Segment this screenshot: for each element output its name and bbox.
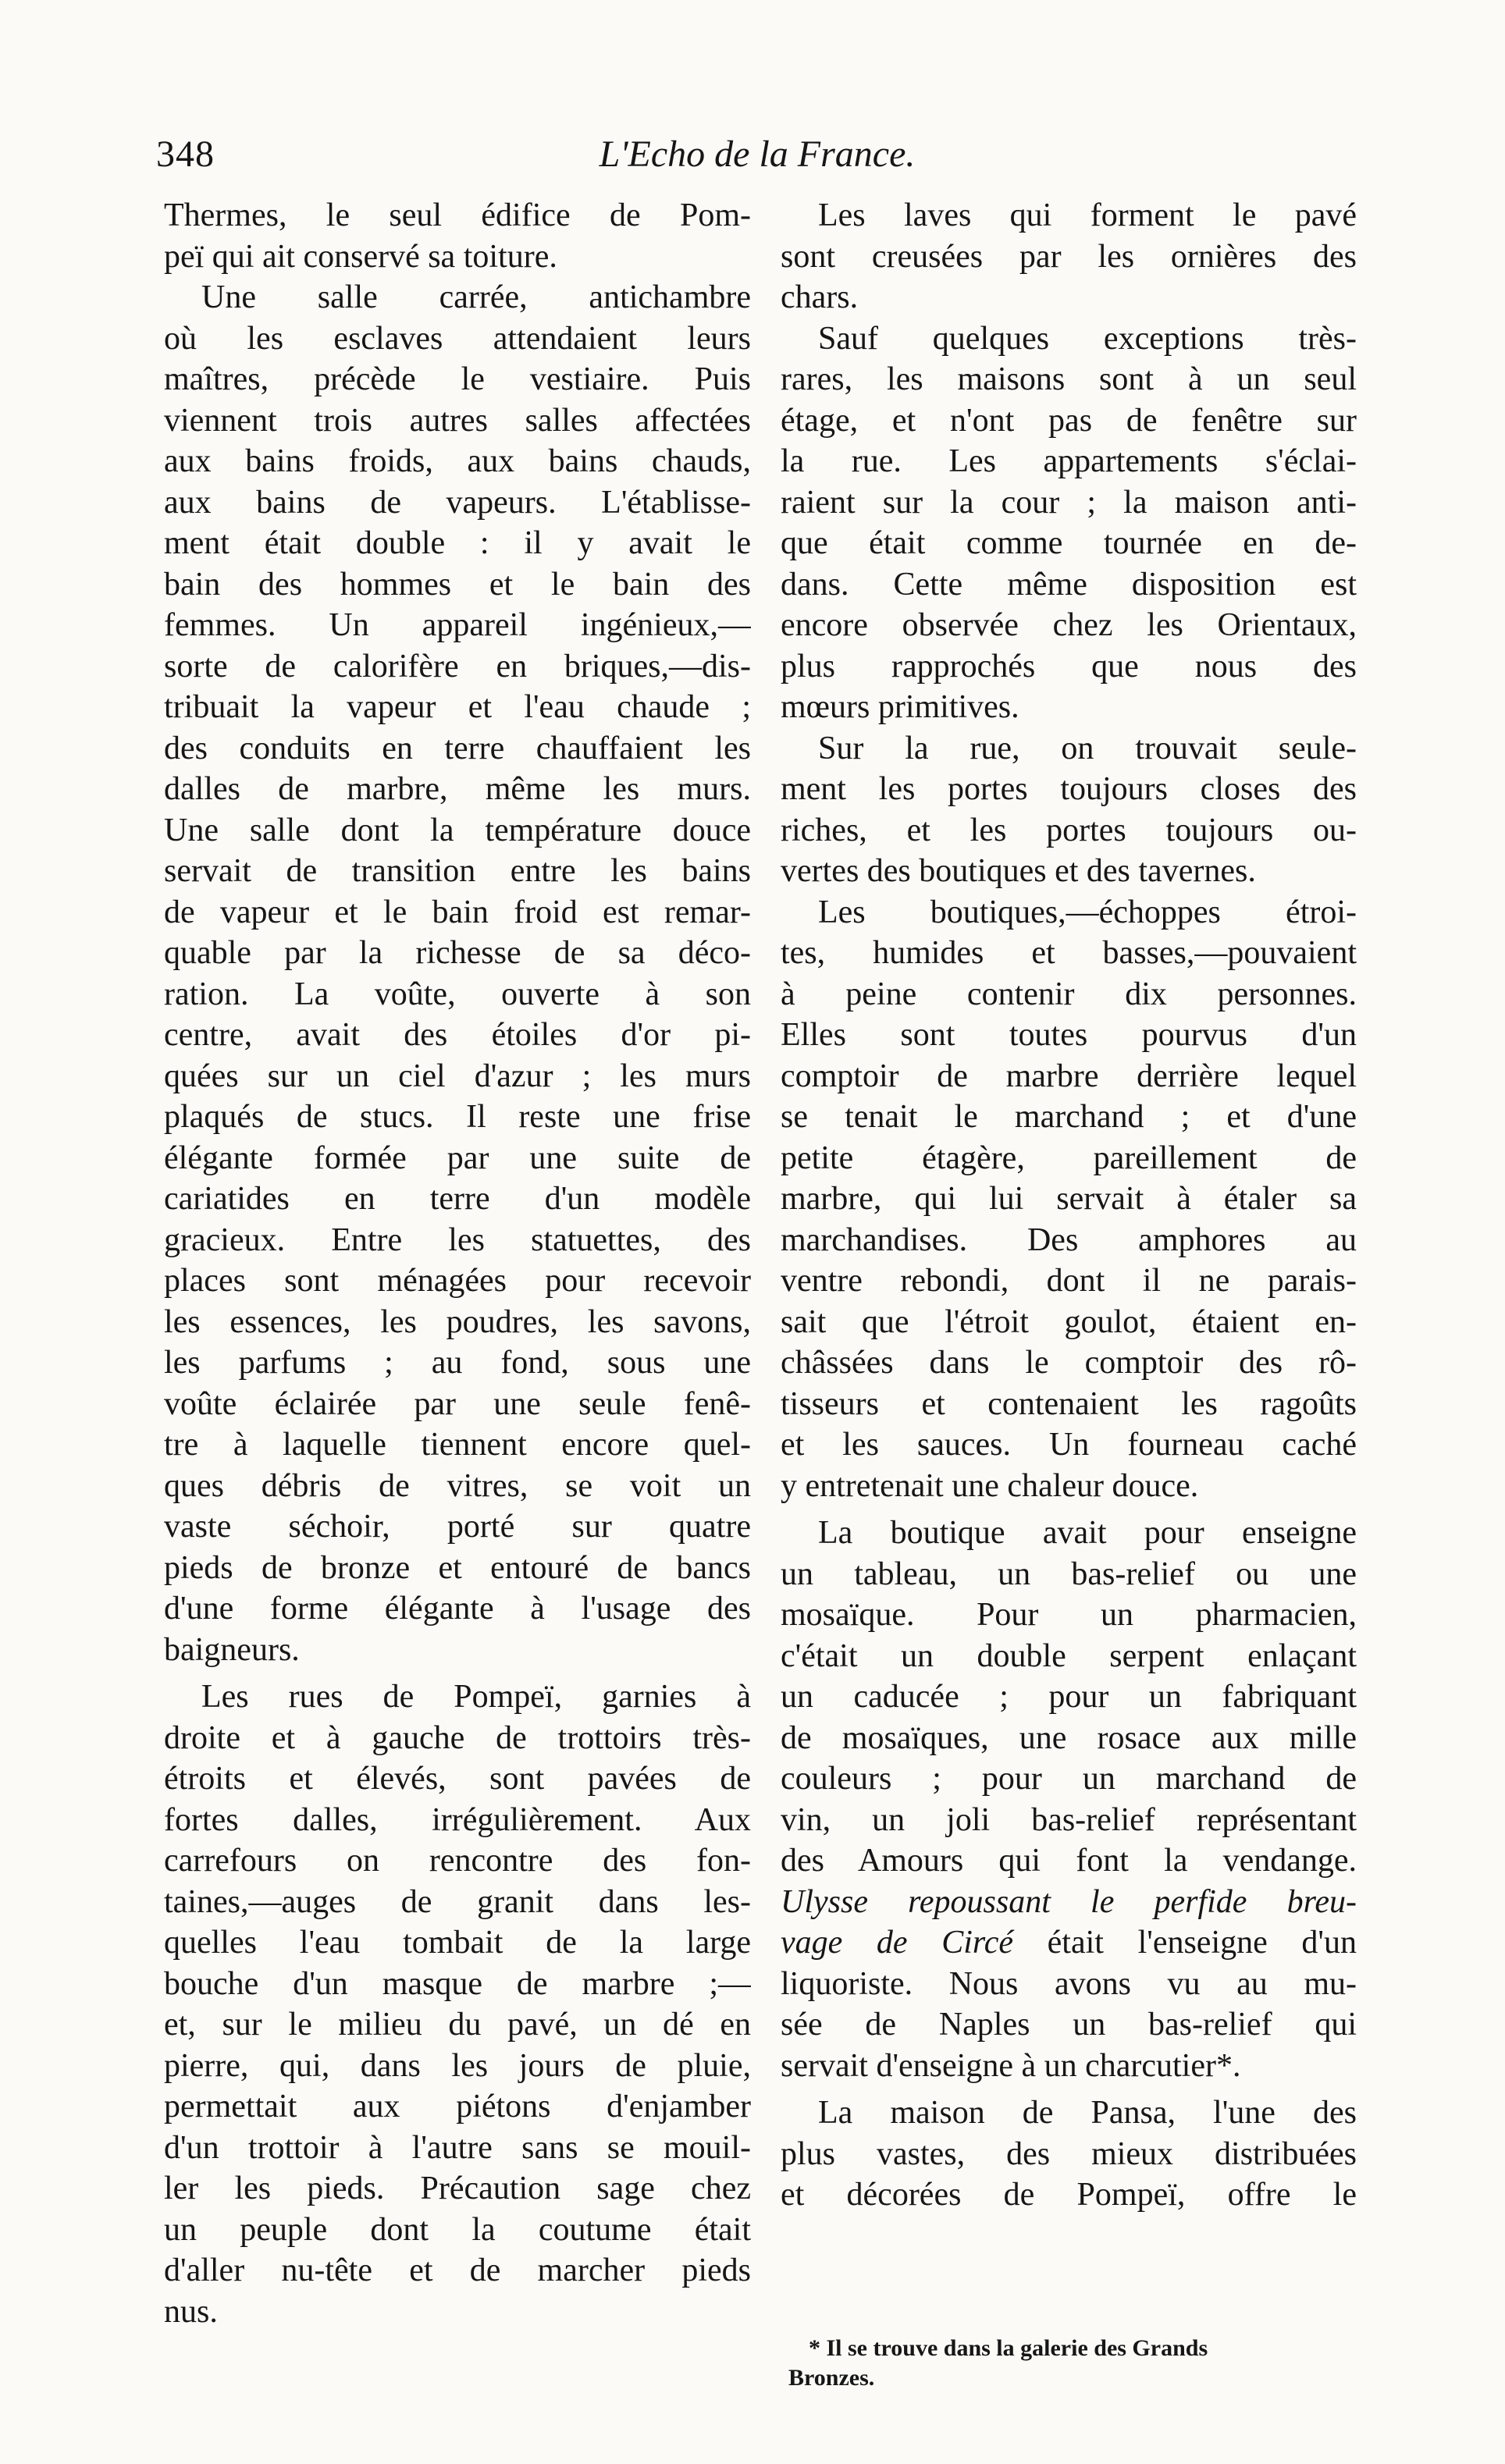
text-line: un caducée ; pour un fabriquant: [781, 1679, 1357, 1715]
text-line: ment était double : il y avait le: [164, 525, 751, 561]
text-line: un peuple dont la coutume était: [164, 2211, 751, 2248]
text-line: et les sauces. Un fourneau caché: [781, 1427, 1357, 1463]
text-line: viennent trois autres salles affectées: [164, 402, 751, 439]
text-line: permettait aux piétons d'enjamber: [164, 2089, 751, 2124]
text-line: la rue. Les appartements s'éclai-: [781, 443, 1357, 479]
text-line: dalles de marbre, même les murs.: [164, 771, 751, 807]
text-line: servait de transition entre les bains: [164, 853, 751, 889]
text-line: tes, humides et basses,—pouvaient: [781, 935, 1357, 971]
text-line: tisseurs et contenaient les ragoûts: [781, 1385, 1357, 1422]
text-line: maîtres, précède le vestiaire. Puis: [164, 361, 751, 397]
text-line: les parfums ; au fond, sous une: [164, 1345, 751, 1381]
text-line: bain des hommes et le bain des: [164, 566, 751, 603]
text-line: c'était un double serpent enlaçant: [781, 1637, 1357, 1674]
text-line: aux bains de vapeurs. L'établisse-: [164, 484, 751, 521]
text-line: mosaïque. Pour un pharmacien,: [781, 1597, 1357, 1633]
text-line: d'une forme élégante à l'usage des: [164, 1591, 751, 1627]
text-line: aux bains froids, aux bains chauds,: [164, 443, 751, 479]
text-line-mixed: [781, 1922, 1357, 1964]
text-line: ventre rebondi, dont il ne parais-: [781, 1263, 1357, 1299]
text-line: raient sur la cour ; la maison anti-: [781, 484, 1357, 521]
text-line: et, sur le milieu du pavé, un dé en: [164, 2007, 751, 2043]
text-line: châssées dans le comptoir des rô-: [781, 1345, 1357, 1381]
text-line: des conduits en terre chauffaient les: [164, 730, 751, 766]
text-line: quées sur un ciel d'azur ; les murs: [164, 1058, 751, 1094]
text-line: comptoir de marbre derrière lequel: [781, 1058, 1357, 1094]
text-line: servait d'enseigne à un charcutier*.: [781, 2047, 1241, 2084]
italic-title: vage de Circé: [781, 1925, 1013, 1961]
text-line: dans. Cette même disposition est: [781, 566, 1357, 603]
text-line: taines,—auges de granit dans les-: [164, 1883, 751, 1920]
text-line: un tableau, un bas-relief ou une: [781, 1556, 1357, 1592]
text-line: sée de Naples un bas-relief qui: [781, 2007, 1357, 2043]
text-line: se tenait le marchand ; et d'une: [781, 1099, 1357, 1135]
text-line: couleurs ; pour un marchand de: [781, 1761, 1357, 1797]
text-line: encore observée chez les Orientaux,: [781, 607, 1357, 643]
text-line: petite étagère, pareillement de: [781, 1140, 1357, 1176]
text-line: ques débris de vitres, se voit un: [164, 1467, 751, 1504]
text-line: sont creusées par les ornières des: [781, 238, 1357, 275]
text-line: Sauf quelques exceptions très-: [818, 320, 1357, 357]
text-line: étroits et élevés, sont pavées de: [164, 1761, 751, 1797]
text-line: droite et à gauche de trottoirs très-: [164, 1719, 751, 1756]
text-line: plus vastes, des mieux distribuées: [781, 2135, 1357, 2172]
text-line: à peine contenir dix personnes.: [781, 976, 1357, 1012]
text-line: les essences, les poudres, les savons,: [164, 1303, 751, 1340]
text-line: baigneurs.: [164, 1631, 300, 1668]
text-line: Sur la rue, on trouvait seule-: [818, 730, 1357, 766]
text-line: ler les pieds. Précaution sage chez: [164, 2171, 751, 2206]
text-line: Elles sont toutes pourvus d'un: [781, 1017, 1357, 1053]
text-line: tre à laquelle tiennent encore quel-: [164, 1427, 751, 1463]
text-line: Thermes, le seul édifice de Pom-: [164, 197, 751, 233]
text-line: La maison de Pansa, l'une des: [818, 2095, 1357, 2131]
running-title: L'Echo de la France.: [599, 133, 916, 175]
page-number: 348: [156, 133, 215, 175]
text-line: ment les portes toujours closes des: [781, 771, 1357, 807]
text-line: rares, les maisons sont à un seul: [781, 361, 1357, 397]
footnote: [788, 2334, 1358, 2393]
text-line: vertes des boutiques et des tavernes.: [781, 853, 1256, 889]
text-line: nus.: [164, 2293, 218, 2330]
text-line: Une salle carrée, antichambre: [201, 279, 751, 315]
text-line: sait que l'étroit goulot, étaient en-: [781, 1303, 1357, 1340]
text-line: liquoriste. Nous avons vu au mu-: [781, 1965, 1357, 2002]
text-line: Les boutiques,—échoppes étroi-: [818, 894, 1357, 930]
text-line: fortes dalles, irrégulièrement. Aux: [164, 1801, 751, 1838]
text-line: places sont ménagées pour recevoir: [164, 1263, 751, 1299]
right-column: [781, 195, 1357, 2216]
text-line: La boutique avait pour enseigne: [818, 1515, 1357, 1551]
footnote-line: * Il se trouve dans la galerie des Grands: [809, 2335, 1208, 2361]
text-line: y entretenait une chaleur douce.: [781, 1467, 1199, 1504]
text-line: ration. La voûte, ouverte à son: [164, 976, 751, 1012]
text-line: bouche d'un masque de marbre ;—: [164, 1965, 751, 2002]
text-line: marbre, qui lui servait à étaler sa: [781, 1181, 1357, 1217]
text-line: d'un trottoir à l'autre sans se mouil-: [164, 2129, 751, 2166]
text-line: femmes. Un appareil ingénieux,—: [164, 607, 751, 643]
text-line: Les rues de Pompeï, garnies à: [201, 1679, 751, 1715]
text-line: riches, et les portes toujours ou-: [781, 812, 1357, 848]
left-column: [164, 195, 751, 2332]
text-line: vaste séchoir, porté sur quatre: [164, 1509, 751, 1545]
text-line: où les esclaves attendaient leurs: [164, 320, 751, 357]
text-line: et décorées de Pompeï, offre le: [781, 2177, 1357, 2213]
text-line: plaqués de stucs. Il reste une frise: [164, 1099, 751, 1135]
text-line: tribuait la vapeur et l'eau chaude ;: [164, 689, 751, 725]
text-line: voûte éclairée par une seule fenê-: [164, 1385, 751, 1422]
text-line: d'aller nu-tête et de marcher pieds: [164, 2252, 751, 2288]
text-line: chars.: [781, 279, 859, 315]
text-line: peï qui ait conservé sa toiture.: [164, 238, 557, 275]
text-line: centre, avait des étoiles d'or pi-: [164, 1017, 751, 1053]
text-line: élégante formée par une suite de: [164, 1140, 751, 1176]
text-line: que était comme tournée en de-: [781, 525, 1357, 561]
text-line: pieds de bronze et entouré de bancs: [164, 1549, 751, 1586]
text-line: sorte de calorifère en briques,—dis-: [164, 648, 751, 684]
page-header: [156, 133, 1358, 180]
text-line: Ulysse repoussant le perfide breu-: [781, 1883, 1357, 1920]
text-line: des Amours qui font la vendange.: [781, 1843, 1357, 1879]
text-line: plus rapprochés que nous des: [781, 648, 1357, 684]
text-line: Une salle dont la température douce: [164, 812, 751, 848]
text-line: carrefours on rencontre des fon-: [164, 1843, 751, 1879]
text-line: marchandises. Des amphores au: [781, 1221, 1357, 1258]
text-line: cariatides en terre d'un modèle: [164, 1181, 751, 1217]
text-line: de vapeur et le bain froid est remar-: [164, 894, 751, 930]
text-line: étage, et n'ont pas de fenêtre sur: [781, 402, 1357, 439]
text-line: pierre, qui, dans les jours de pluie,: [164, 2047, 751, 2084]
text-line: quelles l'eau tombait de la large: [164, 1925, 751, 1961]
text-line: vin, un joli bas-relief représentant: [781, 1801, 1357, 1838]
text-line: quable par la richesse de sa déco-: [164, 935, 751, 971]
text-line: mœurs primitives.: [781, 689, 1019, 725]
text-line: gracieux. Entre les statuettes, des: [164, 1221, 751, 1258]
text-line: de mosaïques, une rosace aux mille: [781, 1719, 1357, 1756]
text-line: Les laves qui forment le pavé: [818, 197, 1357, 233]
footnote-line: Bronzes.: [788, 2365, 875, 2391]
text-fragment: était l'enseigne d'un: [1047, 1925, 1357, 1961]
